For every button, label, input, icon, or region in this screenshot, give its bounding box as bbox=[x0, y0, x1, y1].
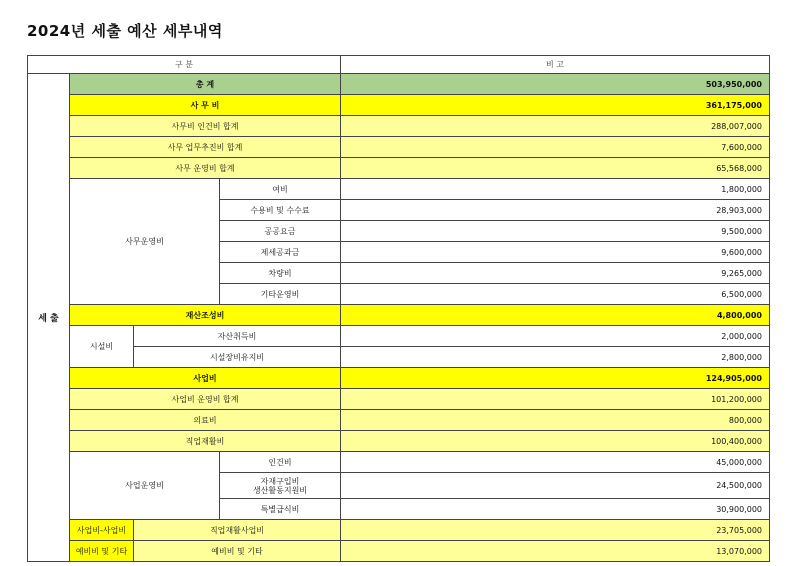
row-label: 특별급식비 bbox=[220, 499, 341, 520]
row-saeop-saeop bbox=[28, 520, 770, 541]
row-label: 사무비 인건비 합계 bbox=[70, 116, 341, 137]
row-label: 여비 bbox=[220, 179, 341, 200]
row-amount: 1,800,000 bbox=[341, 179, 770, 200]
row-amount: 6,500,000 bbox=[341, 284, 770, 305]
row-label: 제세공과금 bbox=[220, 242, 341, 263]
row-label-line-1: 자재구입비 bbox=[260, 476, 300, 486]
row-label: 사 무 비 bbox=[70, 95, 341, 116]
row-label: 예비비 및 기타 bbox=[134, 541, 341, 562]
row-amount: 65,568,000 bbox=[341, 158, 770, 179]
page-title: 2024년 세출 예산 세부내역 bbox=[27, 22, 223, 40]
row-samu-ingun bbox=[28, 116, 770, 137]
row-label: 직업재활사업비 bbox=[134, 520, 341, 541]
row-amount: 7,600,000 bbox=[341, 137, 770, 158]
row-amount: 361,175,000 bbox=[341, 95, 770, 116]
row-amount: 9,600,000 bbox=[341, 242, 770, 263]
row-jaesan bbox=[28, 305, 770, 326]
row-label: 의료비 bbox=[70, 410, 341, 431]
row-label: 자산취득비 bbox=[134, 326, 341, 347]
row-amount: 124,905,000 bbox=[341, 368, 770, 389]
row-amount: 800,000 bbox=[341, 410, 770, 431]
row-jikeop bbox=[28, 431, 770, 452]
row-amount: 4,800,000 bbox=[341, 305, 770, 326]
side-label-sechul: 세 출 bbox=[28, 74, 70, 562]
row-label: 인건비 bbox=[220, 452, 341, 473]
row-amount: 9,500,000 bbox=[341, 221, 770, 242]
row-amount: 28,903,000 bbox=[341, 200, 770, 221]
budget-table bbox=[27, 55, 770, 562]
row-label bbox=[220, 473, 341, 499]
row-label: 수용비 및 수수료 bbox=[220, 200, 341, 221]
row-label: 차량비 bbox=[220, 263, 341, 284]
row-jasan bbox=[28, 326, 770, 347]
row-samu bbox=[28, 95, 770, 116]
row-saeop bbox=[28, 368, 770, 389]
header-bigo: 비 고 bbox=[341, 56, 770, 74]
group-saeop-unyeongbi: 사업운영비 bbox=[70, 452, 220, 520]
row-label: 사업비 bbox=[70, 368, 341, 389]
row-label: 사무 운영비 합계 bbox=[70, 158, 341, 179]
row-amount: 30,900,000 bbox=[341, 499, 770, 520]
row-amount: 9,265,000 bbox=[341, 263, 770, 284]
group-siseolbi: 시설비 bbox=[70, 326, 134, 368]
row-samu-unyeong bbox=[28, 158, 770, 179]
row-amount: 2,000,000 bbox=[341, 326, 770, 347]
row-saeop-unyeong bbox=[28, 389, 770, 410]
row-amount: 23,705,000 bbox=[341, 520, 770, 541]
row-yeobi bbox=[28, 179, 770, 200]
row-group: 사업비-사업비 bbox=[70, 520, 134, 541]
row-label-line-2: 생산활동지원비 bbox=[252, 485, 308, 495]
row-ingun bbox=[28, 452, 770, 473]
row-amount: 288,007,000 bbox=[341, 116, 770, 137]
row-total bbox=[28, 74, 770, 95]
row-amount: 2,800,000 bbox=[341, 347, 770, 368]
header-gubun: 구 분 bbox=[28, 56, 341, 74]
row-amount: 101,200,000 bbox=[341, 389, 770, 410]
row-label: 공공요금 bbox=[220, 221, 341, 242]
row-amount: 45,000,000 bbox=[341, 452, 770, 473]
row-label: 직업재활비 bbox=[70, 431, 341, 452]
row-amount: 503,950,000 bbox=[341, 74, 770, 95]
row-label: 사업비 운영비 합계 bbox=[70, 389, 341, 410]
row-group: 예비비 및 기타 bbox=[70, 541, 134, 562]
row-yebi bbox=[28, 541, 770, 562]
row-amount: 100,400,000 bbox=[341, 431, 770, 452]
group-samu-unyeongbi: 사무운영비 bbox=[70, 179, 220, 305]
header-row bbox=[28, 56, 770, 74]
row-amount: 13,070,000 bbox=[341, 541, 770, 562]
row-uiryo bbox=[28, 410, 770, 431]
row-siseol-yuji bbox=[28, 347, 770, 368]
row-label: 사무 업무추진비 합계 bbox=[70, 137, 341, 158]
row-samu-upmu bbox=[28, 137, 770, 158]
row-amount: 24,500,000 bbox=[341, 473, 770, 499]
row-label: 총 계 bbox=[70, 74, 341, 95]
row-label: 기타운영비 bbox=[220, 284, 341, 305]
row-label: 시설장비유지비 bbox=[134, 347, 341, 368]
row-label: 재산조성비 bbox=[70, 305, 341, 326]
